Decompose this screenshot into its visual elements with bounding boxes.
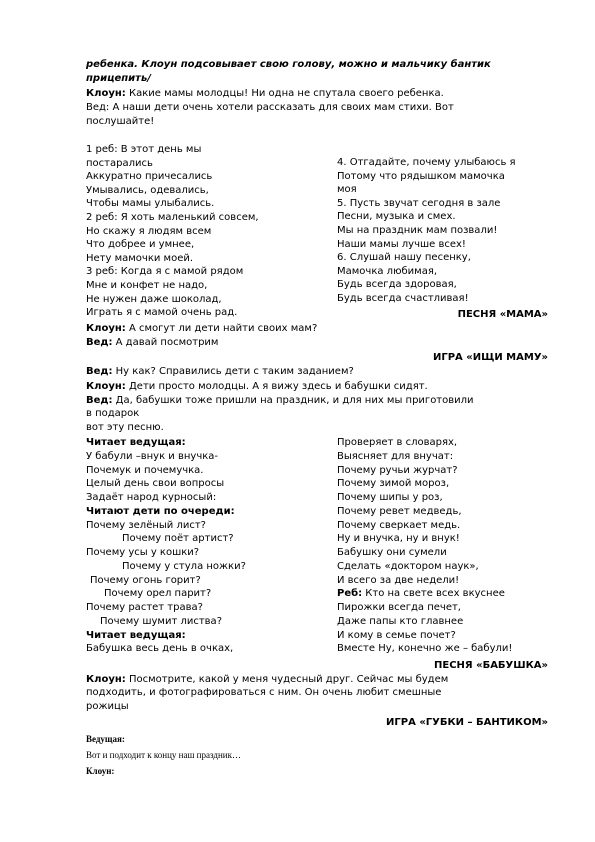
poem-line: 5. Пусть звучат сегодня в зале <box>337 197 501 209</box>
line-text: Почему зимой мороз, <box>337 478 450 490</box>
poem-line <box>337 477 449 490</box>
line-text: Посмотрите, какой у меня чудесный друг. Сейчас мы будем <box>125 674 449 685</box>
intro-line: прицепить/ <box>86 73 151 84</box>
speaker-label: Клоун: <box>86 766 115 776</box>
poem-line: Почему орел парит? <box>104 588 212 600</box>
poem-line <box>337 629 456 642</box>
line-text: Вместе Ну, конечно же – бабули! <box>337 643 513 655</box>
line-text: Бабушку они сумели <box>337 547 447 558</box>
poem-line: Почему у стула ножки? <box>122 560 246 572</box>
dialog-line <box>86 365 354 378</box>
poem-line: Бабушка весь день в очках, <box>86 643 234 655</box>
game-heading: ИГРА «ИЩИ МАМУ» <box>432 352 548 363</box>
poem-line: Почему усы у кошки? <box>86 547 200 558</box>
poem-line <box>337 464 458 477</box>
dialog-line <box>86 394 474 407</box>
line-text: Почему шипы у роз, <box>337 492 443 503</box>
poem-line: Мы на праздник мам позвали! <box>337 225 498 236</box>
speaker-label: Вед: <box>86 366 113 377</box>
poem-line <box>337 505 462 518</box>
line-text: Почему сверкает медь. <box>337 519 461 531</box>
line-text: послушайте! <box>86 116 155 127</box>
poem-line: Чтобы мамы улыбались. <box>86 198 215 210</box>
dialog-line <box>86 686 441 699</box>
line-text: Ну как? Справились дети с таким заданием? <box>112 366 354 377</box>
poem-line: Но скажу я людям всем <box>86 225 212 237</box>
poem-line: Мне и конфет не надо, <box>86 280 208 291</box>
dialog-line <box>86 322 317 335</box>
poem-line: Что добрее и умнее, <box>86 239 195 251</box>
poem-line: 3 реб: Когда я с мамой рядом <box>86 266 244 278</box>
line-text: И всего за две недели! <box>337 574 460 586</box>
poem-line: Песни, музыка и смех. <box>337 211 456 223</box>
poem-line: Задаёт народ курносый: <box>86 492 217 503</box>
poem-line <box>337 450 453 463</box>
poem-line <box>337 532 460 545</box>
line-text: Кто на свете всех вкуснее <box>362 588 505 600</box>
poem-line <box>337 642 512 655</box>
poem-line: Наши мамы лучше всех! <box>337 238 466 250</box>
line-text: Сделать «доктором наук», <box>337 560 479 572</box>
line-text: Даже папы кто главнее <box>337 615 464 627</box>
line-text: А давай посмотрим <box>112 337 219 348</box>
poem-line: Будь всегда здоровая, <box>337 279 457 291</box>
poem-line: Мамочка любимая, <box>337 265 438 277</box>
poem-line: Почему шумит листва? <box>100 615 222 627</box>
speaker-label: Клоун: <box>86 381 126 392</box>
poem-line: 4. Отгадайте, почему улыбаюсь я <box>337 157 516 168</box>
line-text: вот эту песню. <box>86 422 164 433</box>
dialog-line <box>86 380 428 393</box>
dialog-line <box>86 421 164 434</box>
poem-line: 2 реб: Я хоть маленький совсем, <box>86 212 259 223</box>
poem-line <box>337 546 447 559</box>
poem-line <box>337 615 463 628</box>
poem-line <box>337 574 459 587</box>
poem-line: Почему зелёный лист? <box>86 519 206 531</box>
poem-line: Почему растет трава? <box>86 602 203 613</box>
poem-line <box>337 560 479 573</box>
poem-line: 1 реб: В этот день мы <box>86 144 202 155</box>
speaker-label: Ведущая: <box>86 734 125 744</box>
line-text: Вед: А наши дети очень хотели рассказать для своих мам стихи. Вот <box>86 102 454 113</box>
line-text: А смогут ли дети найти своих мам? <box>125 323 318 334</box>
line-text: Дети просто молодцы. А я вижу здесь и бабушки сидят. <box>125 381 428 392</box>
line-text: Проверяет в словарях, <box>337 437 458 448</box>
speaker-label: Клоун: <box>86 88 126 99</box>
reader-label: Читает ведущая: <box>86 437 186 448</box>
poem-line: Почему поёт артист? <box>122 533 234 545</box>
speaker-label: Вед: <box>86 337 113 348</box>
dialog-line <box>86 336 218 349</box>
line-text: подходить, и фотографироваться с ним. Он очень любит смешные <box>86 687 442 698</box>
line-text: Почему ручьи журчат? <box>337 464 458 476</box>
poem-line: постарались <box>86 157 153 169</box>
line-text: Да, бабушки тоже пришли на праздник, и для них мы приготовили <box>112 395 474 406</box>
speaker-label: Реб: <box>337 588 363 600</box>
dialog-line <box>86 101 454 114</box>
line-text: Почему ревет медведь, <box>337 505 462 517</box>
poem-line <box>337 519 460 532</box>
line-text: Ну и внучка, ну и внук! <box>337 533 460 545</box>
poem-line <box>337 587 505 600</box>
poem-line: Играть я с мамой очень рад. <box>86 307 238 319</box>
dialog-line <box>86 673 448 686</box>
line-text: И кому в семье почет? <box>337 629 456 641</box>
poem-line: Умывались, одевались, <box>86 184 209 196</box>
poem-line: моя <box>337 184 357 196</box>
dialog-line <box>86 407 139 420</box>
dialog-line <box>86 700 129 713</box>
line-text: Какие мамы молодцы! Ни одна не спутала своего ребенка. <box>125 88 444 99</box>
song-heading: ПЕСНЯ «БАБУШКА» <box>434 660 548 671</box>
poem-line: У бабули –внук и внучка- <box>86 450 219 462</box>
speaker-label: Вед: <box>86 395 113 406</box>
speaker-label: Клоун: <box>86 674 126 685</box>
poem-line: Не нужен даже шоколад, <box>86 293 222 305</box>
poem-line: Аккуратно причесались <box>86 171 213 183</box>
poem-line: Почемук и почемучка. <box>86 464 204 476</box>
line-text: Пирожки всегда печет, <box>337 602 461 613</box>
poem-line: Потому что рядышком мамочка <box>337 170 505 182</box>
line-text: рожицы <box>86 701 129 712</box>
poem-line: Целый день свои вопросы <box>86 478 225 490</box>
poem-line: Будь всегда счастливая! <box>337 293 469 304</box>
game-heading: ИГРА «ГУБКИ – БАНТИКОМ» <box>386 717 548 728</box>
speaker-label: Клоун: <box>86 323 126 334</box>
song-heading: ПЕСНЯ «МАМА» <box>457 309 548 320</box>
poem-line: Нету мамочки моей. <box>86 252 194 264</box>
dialog-line <box>86 87 444 100</box>
reader-label: Читает ведущая: <box>86 629 186 641</box>
poem-line <box>337 601 461 614</box>
intro-line: ребенка. Клоун подсовывает свою голову, можно и мальчику бантик <box>86 59 491 70</box>
poem-line <box>337 491 443 504</box>
line-text: Выясняет для внучат: <box>337 450 454 462</box>
poem-line: 6. Слушай нашу песенку, <box>337 252 471 264</box>
dialog-line <box>86 115 154 128</box>
poem-line <box>337 436 457 449</box>
reader-label: Читают дети по очереди: <box>86 505 235 517</box>
dialog-line: Вот и подходит к концу наш праздник… <box>86 750 241 760</box>
line-text: в подарок <box>86 408 140 419</box>
poem-line: Почему огонь горит? <box>90 574 201 586</box>
